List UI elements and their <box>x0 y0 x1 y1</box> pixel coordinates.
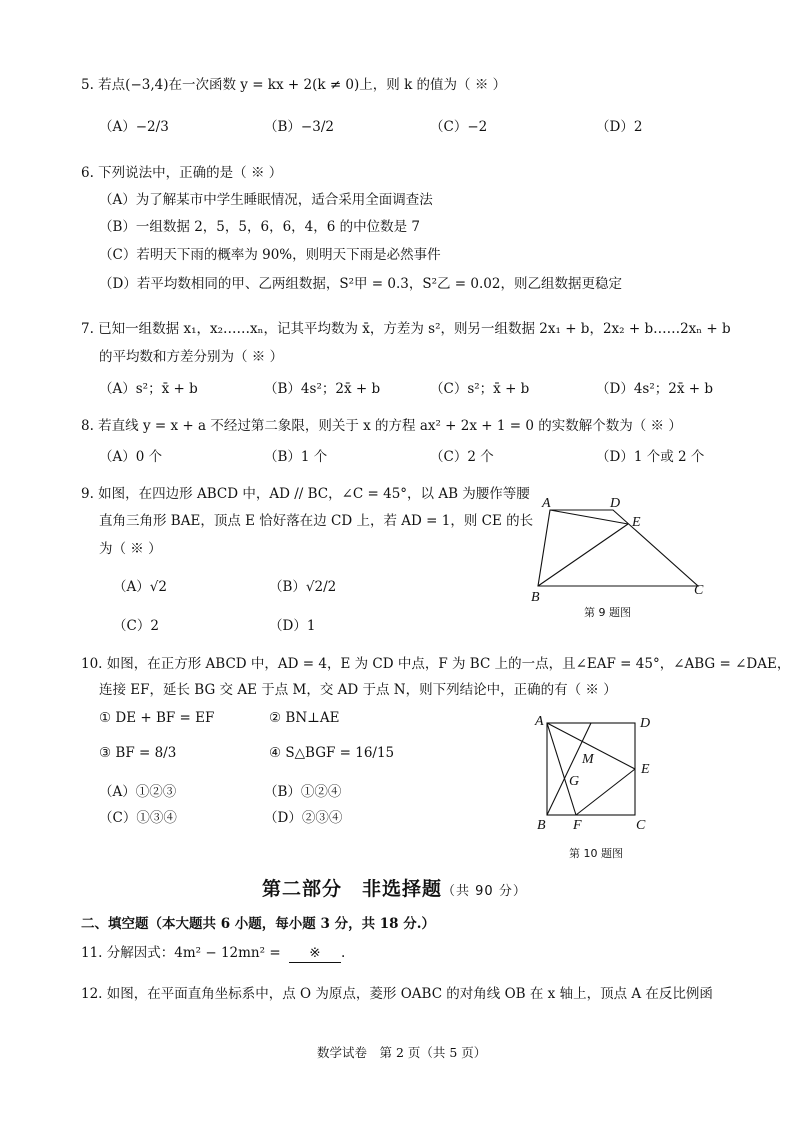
q9-label-a: A <box>542 496 551 511</box>
q7-option-a: （A）s²；x̄ + b <box>99 381 198 397</box>
q9-option-a: （A）√2 <box>113 579 167 595</box>
q5-option-a: （A）−2/3 <box>99 119 169 135</box>
q12-stem: 12. 如图，在平面直角坐标系中，点 O 为原点，菱形 OABC 的对角线 OB 在 x 轴上，顶点 A 在反比例函 <box>81 986 713 1002</box>
q9-line1: 9. 如图，在四边形 ABCD 中，AD // BC，∠C = 45°，以 AB 为腰作等腰 <box>81 486 530 502</box>
q10-segment-bn <box>547 723 591 815</box>
q10-label-d: D <box>640 716 651 731</box>
q10-segment-af <box>547 723 576 815</box>
q11-end: . <box>340 945 346 961</box>
q8-option-b: （B）1 个 <box>264 449 328 465</box>
q7-option-c: （C）s²；x̄ + b <box>430 381 530 397</box>
q7-line1: 7. 已知一组数据 x₁，x₂……xₙ，记其平均数为 x̄，方差为 s²，则另一组数据 2x₁ + b，2x₂ + b……2xₙ + b <box>81 321 731 337</box>
q9-option-b: （B）√2/2 <box>269 579 337 595</box>
q10-label-g: G <box>569 774 580 789</box>
q10-square-abcd <box>547 723 635 815</box>
q10-item-4: ④ S△BGF = 16/15 <box>269 745 395 761</box>
q7-option-b: （B）4s²；2x̄ + b <box>264 381 381 397</box>
q10-label-f: F <box>573 818 582 833</box>
q10-label-a: A <box>535 714 544 729</box>
q9-line2: 直角三角形 BAE，顶点 E 恰好落在边 CD 上，若 AD = 1，则 CE 的长 <box>99 513 534 529</box>
q9-label-e: E <box>632 515 641 530</box>
q10-line1: 10. 如图，在正方形 ABCD 中，AD = 4，E 为 CD 中点，F 为 BC 上的一点，且∠EAF = 45°，∠ABG = ∠DAE， <box>81 656 791 672</box>
q10-caption: 第 10 题图 <box>569 847 623 860</box>
q10-item-3: ③ BF = 8/3 <box>99 745 177 761</box>
q6-option-a: （A）为了解某市中学生睡眠情况，适合采用全面调查法 <box>99 192 433 208</box>
q9-line3: 为（ ※ ） <box>99 541 162 557</box>
q11 <box>81 944 345 963</box>
part2-title-text: 第二部分 非选择题 <box>262 878 443 900</box>
page-footer: 数学试卷 第 2 页（共 5 页） <box>317 1045 487 1060</box>
q8-stem: 8. 若直线 y = x + a 不经过第二象限，则关于 x 的方程 ax² + 2x + 1 = 0 的实数解个数为（ ※ ） <box>81 418 682 434</box>
q10-label-m: M <box>582 752 594 767</box>
q10-item-1: ① DE + BF = EF <box>99 710 215 726</box>
q9-option-d: （D）1 <box>269 618 316 634</box>
q10-figure <box>530 710 660 840</box>
q9-option-c: （C）2 <box>113 618 159 634</box>
q9-segment-ae <box>550 510 628 524</box>
part2-score: （共 90 分） <box>442 884 527 899</box>
q5-stem: 5. 若点(−3,4)在一次函数 y = kx + 2(k ≠ 0)上，则 k 的值为（ ※ ） <box>81 77 507 93</box>
q11-stem: 11. 分解因式：4m² − 12mn² = <box>81 945 281 961</box>
q9-quadrilateral-abcd <box>538 510 698 586</box>
q5-option-b: （B）−3/2 <box>264 119 334 135</box>
q7-line2: 的平均数和方差分别为（ ※ ） <box>99 349 284 365</box>
q10-segment-ef <box>576 769 635 815</box>
part2-title <box>262 874 527 901</box>
q6-option-d: （D）若平均数相同的甲、乙两组数据，S²甲 = 0.3，S²乙 = 0.02，则乙组数据更稳定 <box>99 276 622 292</box>
q8-option-a: （A）0 个 <box>99 449 163 465</box>
q9-label-b: B <box>531 590 540 605</box>
q9-label-c: C <box>694 583 704 598</box>
q10-option-c: （C）①③④ <box>99 810 177 826</box>
q9-caption: 第 9 题图 <box>584 606 631 619</box>
q10-label-e: E <box>641 762 650 777</box>
q9-segment-be <box>538 524 628 586</box>
q10-option-b: （B）①②④ <box>264 784 342 800</box>
q6-option-b: （B）一组数据 2，5，5，6，6，4，6 的中位数是 7 <box>99 219 421 235</box>
q9-label-d: D <box>610 496 621 511</box>
q10-label-c: C <box>636 818 646 833</box>
q10-label-b: B <box>537 818 546 833</box>
q5-option-c: （C）−2 <box>430 119 488 135</box>
q6-option-c: （C）若明天下雨的概率为 90%，则明天下雨是必然事件 <box>99 247 441 263</box>
section2-heading: 二、填空题（本大题共 6 小题，每小题 3 分，共 18 分.） <box>81 916 435 932</box>
q8-option-d: （D）1 个或 2 个 <box>596 449 705 465</box>
q7-option-d: （D）4s²；2x̄ + b <box>596 381 713 397</box>
q10-item-2: ② BN⊥AE <box>269 710 340 726</box>
q6-stem: 6. 下列说法中，正确的是（ ※ ） <box>81 165 283 181</box>
q9-figure <box>525 490 715 610</box>
q5-option-d: （D）2 <box>596 119 643 135</box>
q10-option-d: （D）②③④ <box>264 810 343 826</box>
q8-option-c: （C）2 个 <box>430 449 494 465</box>
q10-line2: 连接 EF，延长 BG 交 AE 于点 M，交 AD 于点 N，则下列结论中，正确的有（ ※ ） <box>99 682 617 698</box>
q11-blank: ※ <box>289 944 341 963</box>
q10-option-a: （A）①②③ <box>99 784 177 800</box>
